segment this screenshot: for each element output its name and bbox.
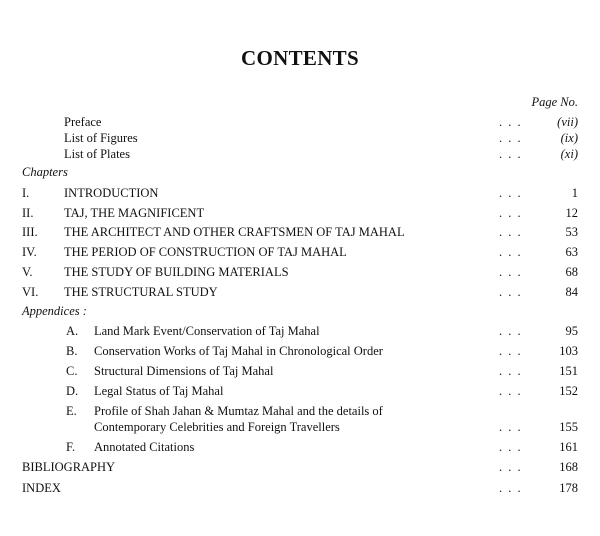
toc-label: List of Plates xyxy=(64,147,130,161)
toc-leader: . . . xyxy=(499,440,523,454)
chapter-number: V. xyxy=(22,265,33,279)
toc-entry-chapter[interactable] xyxy=(0,205,600,221)
toc-leader: . . . xyxy=(499,186,523,200)
toc-leader: . . . xyxy=(499,245,523,259)
toc-page: 53 xyxy=(565,225,578,239)
toc-leader: . . . xyxy=(499,225,523,239)
toc-entry-list-of-figures[interactable] xyxy=(0,130,600,146)
toc-entry-chapter[interactable] xyxy=(0,185,600,201)
toc-page: 103 xyxy=(559,344,578,358)
toc-leader: . . . xyxy=(499,147,523,161)
chapter-number: VI. xyxy=(22,285,39,299)
toc-label-line2: Contemporary Celebrities and Foreign Travellers xyxy=(94,420,340,434)
toc-page: 178 xyxy=(559,481,578,495)
toc-entry-chapter[interactable] xyxy=(0,224,600,240)
toc-page: 12 xyxy=(565,206,578,220)
page-title: CONTENTS xyxy=(241,46,359,70)
toc-page: 155 xyxy=(559,420,578,434)
toc-leader: . . . xyxy=(499,344,523,358)
toc-leader: . . . xyxy=(499,384,523,398)
toc-label: THE STRUCTURAL STUDY xyxy=(64,285,218,299)
toc-label: INDEX xyxy=(22,481,61,495)
toc-entry-appendix[interactable] xyxy=(0,383,600,399)
appendix-letter: D. xyxy=(66,384,79,398)
toc-entry-chapter[interactable] xyxy=(0,264,600,280)
toc-label-line1: Profile of Shah Jahan & Mumtaz Mahal and the details of xyxy=(94,404,383,418)
toc-leader: . . . xyxy=(499,131,523,145)
toc-entry-appendix[interactable] xyxy=(0,439,600,455)
toc-leader: . . . xyxy=(499,481,523,495)
toc-page: 68 xyxy=(565,265,578,279)
appendix-letter: F. xyxy=(66,440,76,454)
toc-entry-appendix[interactable] xyxy=(0,323,600,339)
page-no-heading: Page No. xyxy=(531,95,578,109)
toc-page: 84 xyxy=(565,285,578,299)
toc-entry-list-of-plates[interactable] xyxy=(0,146,600,162)
toc-leader: . . . xyxy=(499,265,523,279)
toc-label: Preface xyxy=(64,115,102,129)
toc-label: List of Figures xyxy=(64,131,138,145)
toc-leader: . . . xyxy=(499,115,523,129)
toc-leader: . . . xyxy=(499,206,523,220)
toc-page: 1 xyxy=(571,186,578,200)
toc-entry-chapter[interactable] xyxy=(0,244,600,260)
toc-label: THE STUDY OF BUILDING MATERIALS xyxy=(64,265,289,279)
toc-page: 63 xyxy=(565,245,578,259)
appendix-letter: A. xyxy=(66,324,79,338)
toc-label: Legal Status of Taj Mahal xyxy=(94,384,224,398)
appendices-heading: Appendices : xyxy=(22,304,87,318)
toc-entry-appendix[interactable] xyxy=(0,343,600,359)
toc-entry-bibliography[interactable] xyxy=(0,459,600,475)
toc-page: 95 xyxy=(565,324,578,338)
toc-leader: . . . xyxy=(499,285,523,299)
chapter-number: I. xyxy=(22,186,30,200)
toc-entry-chapter[interactable] xyxy=(0,284,600,300)
toc-label: BIBLIOGRAPHY xyxy=(22,460,116,474)
toc-page: 151 xyxy=(559,364,578,378)
toc-page: 168 xyxy=(559,460,578,474)
toc-page: 152 xyxy=(559,384,578,398)
appendix-letter: E. xyxy=(66,404,77,418)
toc-page: (vii) xyxy=(557,115,578,129)
chapters-heading: Chapters xyxy=(22,165,68,179)
appendix-letter: C. xyxy=(66,364,78,378)
toc-label: TAJ, THE MAGNIFICENT xyxy=(64,206,205,220)
toc-leader: . . . xyxy=(499,364,523,378)
toc-page: (xi) xyxy=(560,147,578,161)
toc-page: (ix) xyxy=(560,131,578,145)
toc-entry-index[interactable] xyxy=(0,480,600,496)
toc-entry-appendix[interactable] xyxy=(0,403,600,437)
chapter-number: III. xyxy=(22,225,38,239)
appendix-letter: B. xyxy=(66,344,78,358)
toc-entry-preface[interactable] xyxy=(0,114,600,130)
toc-leader: . . . xyxy=(499,420,523,434)
toc-leader: . . . xyxy=(499,324,523,338)
chapter-number: II. xyxy=(22,206,34,220)
toc-label: Conservation Works of Taj Mahal in Chronological Order xyxy=(94,344,383,358)
toc-label: THE PERIOD OF CONSTRUCTION OF TAJ MAHAL xyxy=(64,245,347,259)
toc-label: Annotated Citations xyxy=(94,440,195,454)
toc-label: Land Mark Event/Conservation of Taj Mahal xyxy=(94,324,320,338)
toc-label: INTRODUCTION xyxy=(64,186,159,200)
toc-label: Structural Dimensions of Taj Mahal xyxy=(94,364,274,378)
chapter-number: IV. xyxy=(22,245,37,259)
toc-leader: . . . xyxy=(499,460,523,474)
toc-label: THE ARCHITECT AND OTHER CRAFTSMEN OF TAJ MAHAL xyxy=(64,225,405,239)
toc-page: 161 xyxy=(559,440,578,454)
toc-entry-appendix[interactable] xyxy=(0,363,600,379)
